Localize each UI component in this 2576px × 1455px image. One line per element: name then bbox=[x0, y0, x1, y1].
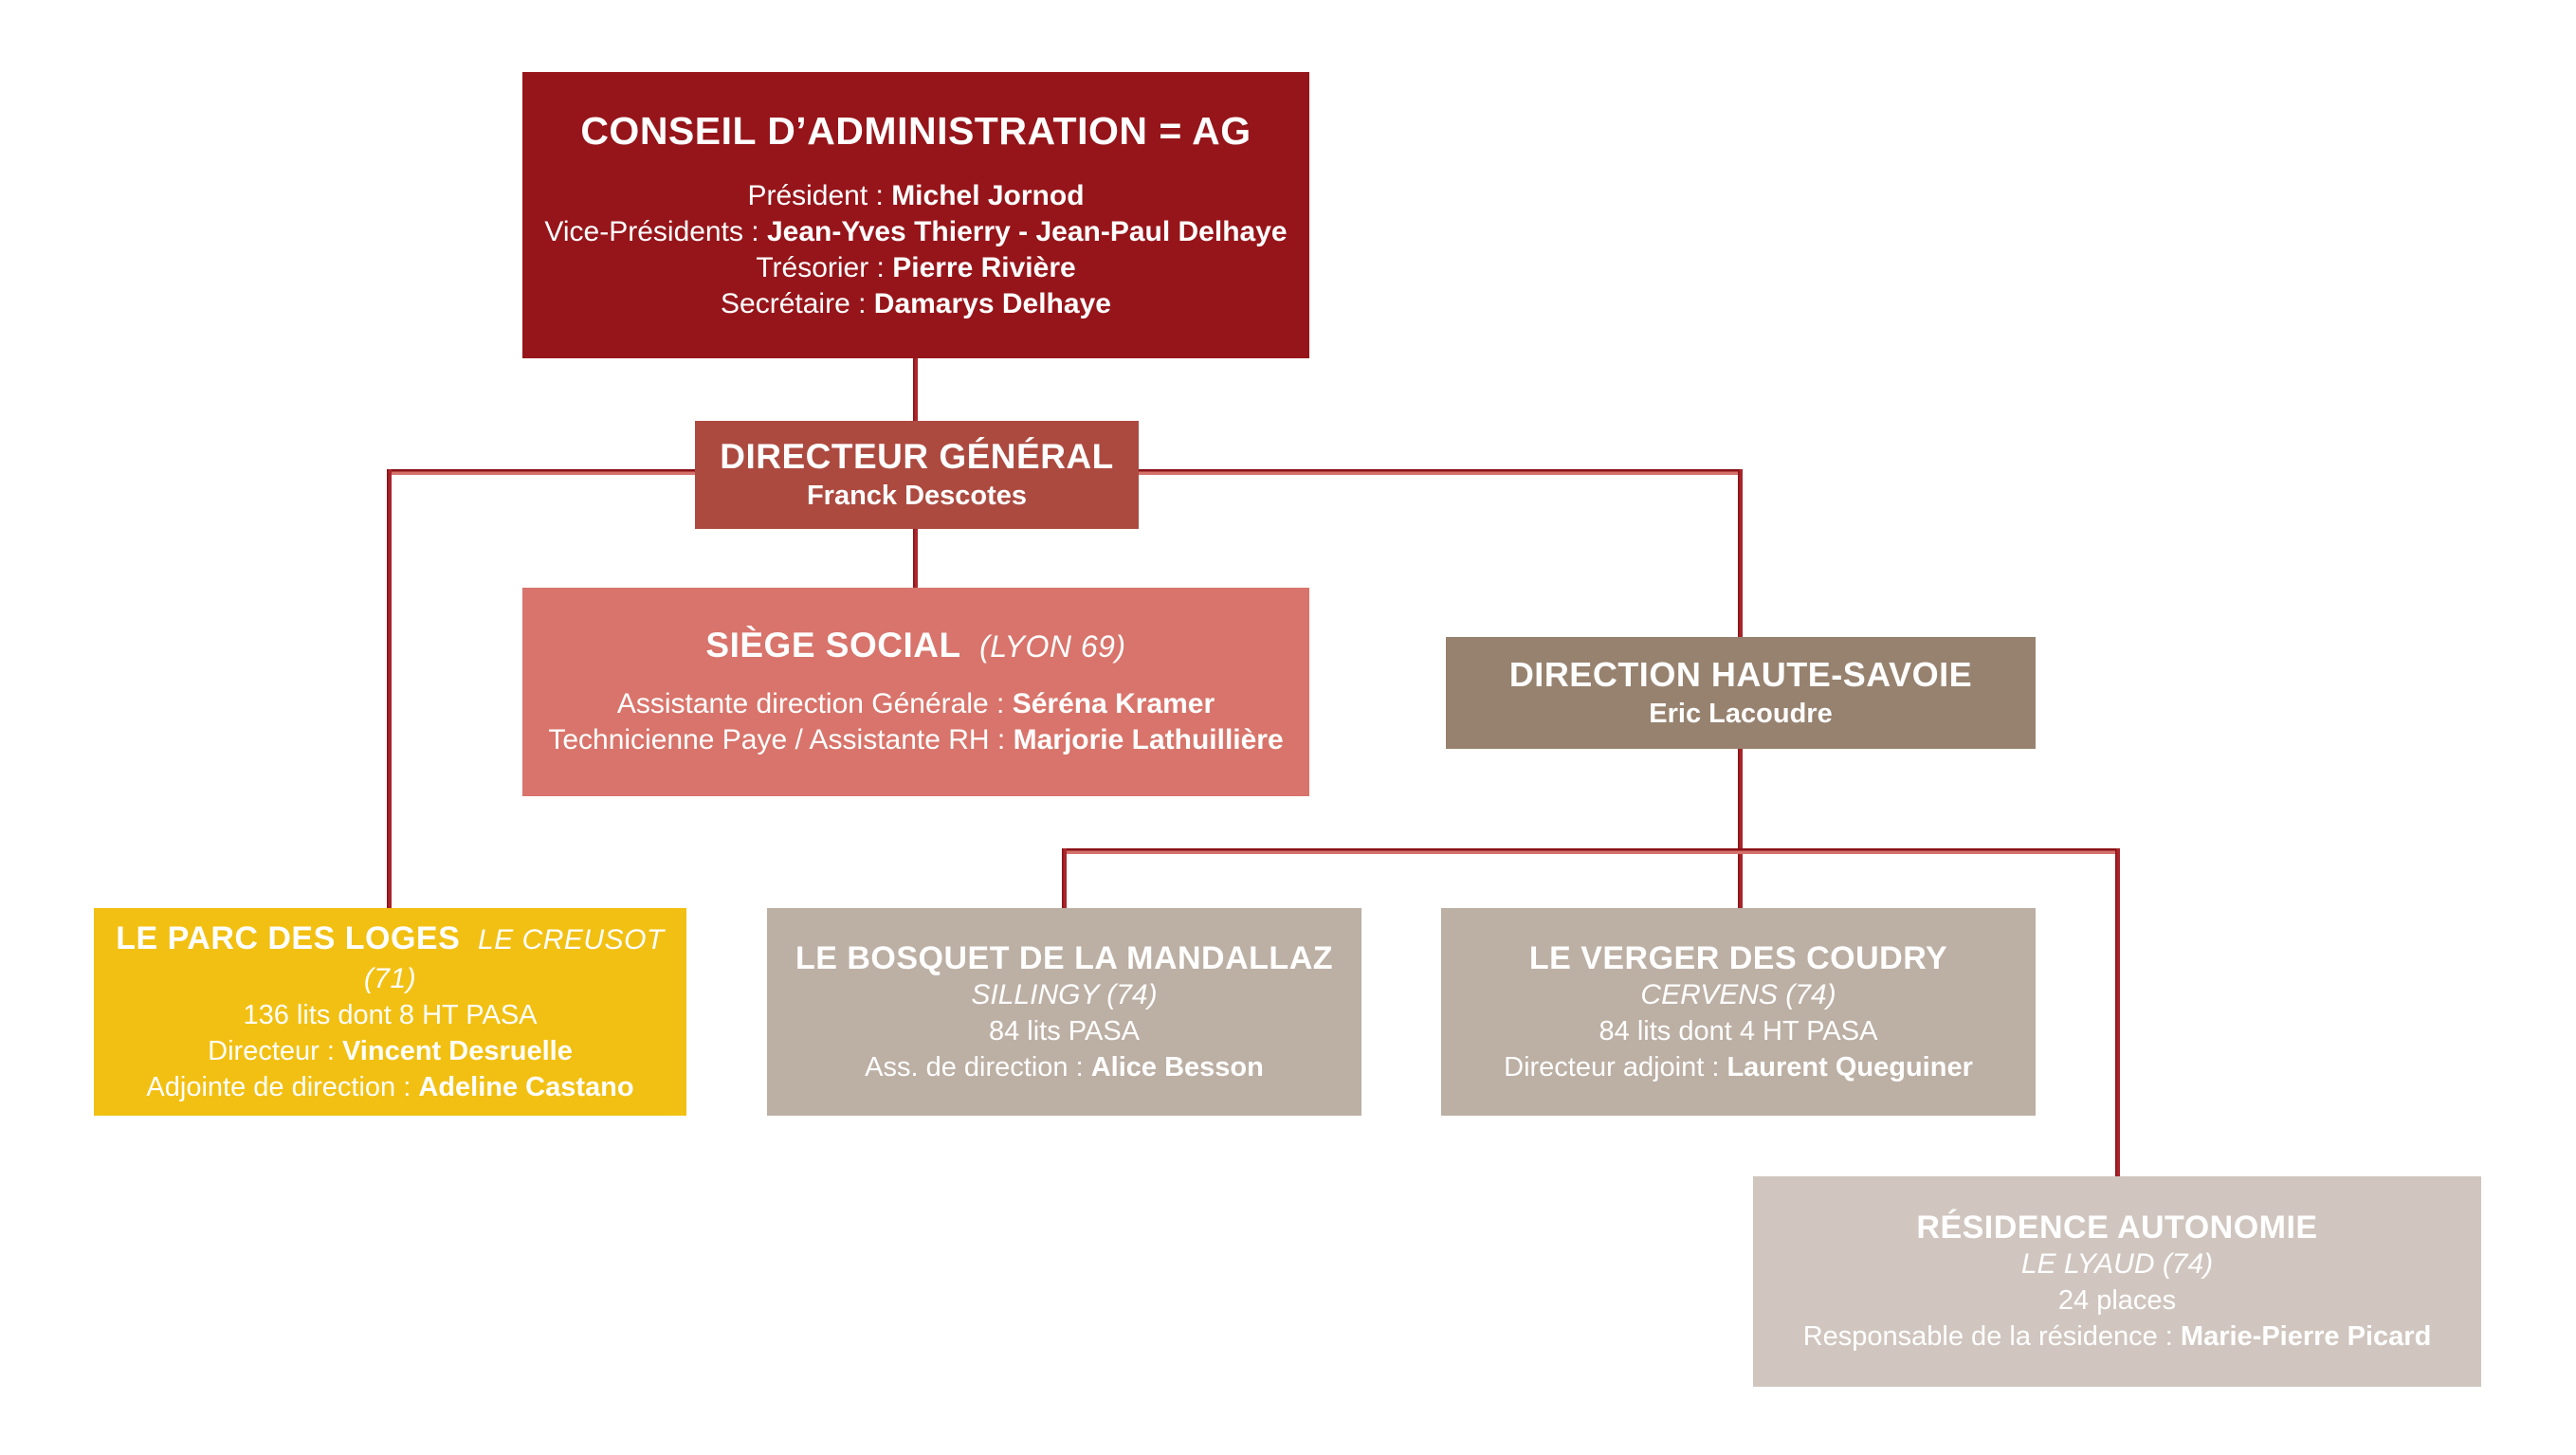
role-label: Secrétaire : bbox=[721, 287, 874, 319]
siege-social-box bbox=[522, 588, 1309, 796]
person-name: Eric Lacoudre bbox=[1649, 699, 1833, 729]
box-title: RÉSIDENCE AUTONOMIE bbox=[1916, 1209, 2318, 1246]
person-name: Michel Jornod bbox=[891, 179, 1085, 211]
box-title: DIRECTION HAUTE-SAVOIE bbox=[1508, 655, 1973, 694]
person-name: Séréna Kramer bbox=[1012, 688, 1215, 719]
role-label: Directeur adjoint : bbox=[1504, 1051, 1727, 1082]
connector-conseil-dg bbox=[913, 358, 918, 421]
person-name: Pierre Rivière bbox=[892, 251, 1076, 283]
box-title-text: SIÈGE SOCIAL bbox=[705, 626, 960, 664]
directeur-general-box bbox=[695, 421, 1139, 529]
connector-hs-horizontal bbox=[1062, 848, 2120, 854]
person-name: Franck Descotes bbox=[806, 481, 1028, 511]
residence-autonomie-box bbox=[1753, 1176, 2481, 1387]
role-label: Directeur : bbox=[208, 1035, 342, 1066]
person-name: Marjorie Lathuillière bbox=[1013, 724, 1284, 755]
box-location-text: (LYON 69) bbox=[979, 629, 1126, 664]
role-label: Président : bbox=[747, 179, 892, 211]
member-row bbox=[146, 1069, 633, 1105]
box-title-text: LE PARC DES LOGES bbox=[116, 919, 461, 956]
box-location: SILLINGY (74) bbox=[971, 978, 1158, 1010]
connector-drop-bosquet bbox=[1062, 848, 1067, 908]
capacity-row: 84 lits dont 4 HT PASA bbox=[1599, 1015, 1878, 1046]
role-label: Vice-Présidents : bbox=[544, 215, 767, 247]
box-title: LE BOSQUET DE LA MANDALLAZ bbox=[795, 939, 1334, 976]
member-row bbox=[548, 722, 1283, 758]
connector-dg-siege bbox=[913, 529, 918, 588]
person-name: Laurent Queguiner bbox=[1726, 1051, 1973, 1082]
box-location-text: LE CREUSOT (71) bbox=[363, 923, 665, 994]
box-location: CERVENS (74) bbox=[1640, 978, 1836, 1010]
box-location: LE LYAUD (74) bbox=[2020, 1248, 2214, 1280]
box-title: DIRECTEUR GÉNÉRAL bbox=[720, 437, 1114, 476]
role-label: Adjointe de direction : bbox=[146, 1071, 419, 1102]
connector-drop-parc bbox=[387, 469, 392, 908]
member-row bbox=[208, 1033, 573, 1069]
conseil-administration-box bbox=[522, 72, 1309, 358]
member-row bbox=[747, 178, 1084, 214]
direction-haute-savoie-box bbox=[1446, 637, 2036, 749]
bosquet-mandallaz-box bbox=[767, 908, 1361, 1116]
parc-des-loges-box bbox=[94, 908, 686, 1116]
verger-coudry-box bbox=[1441, 908, 2036, 1116]
person-name: Vincent Desruelle bbox=[341, 1035, 573, 1066]
member-row bbox=[865, 1049, 1264, 1085]
member-row bbox=[721, 286, 1111, 322]
box-title: CONSEIL D’ADMINISTRATION = AG bbox=[580, 108, 1251, 153]
role-label: Trésorier : bbox=[756, 251, 893, 283]
person-name: Adeline Castano bbox=[418, 1071, 634, 1102]
role-label: Responsable de la résidence : bbox=[1802, 1321, 2181, 1352]
person-name: Damarys Delhaye bbox=[873, 287, 1111, 319]
member-row bbox=[544, 214, 1287, 250]
person-name: Marie-Pierre Picard bbox=[2180, 1321, 2432, 1352]
member-row bbox=[1803, 1319, 2432, 1355]
role-label: Assistante direction Générale : bbox=[616, 688, 1013, 719]
member-row bbox=[1504, 1049, 1973, 1085]
box-title bbox=[113, 919, 667, 997]
connector-dhs-verger bbox=[1738, 749, 1743, 908]
role-label: Technicienne Paye / Assistante RH : bbox=[548, 724, 1014, 755]
person-name: Alice Besson bbox=[1090, 1051, 1264, 1082]
box-title bbox=[705, 626, 1125, 665]
box-title: LE VERGER DES COUDRY bbox=[1528, 939, 1948, 976]
connector-drop-dhs bbox=[1738, 469, 1743, 637]
capacity-row: 24 places bbox=[2057, 1285, 2177, 1316]
box-location bbox=[971, 629, 1126, 664]
connector-drop-residence bbox=[2115, 848, 2120, 1176]
person-name: Jean-Yves Thierry - Jean-Paul Delhaye bbox=[766, 215, 1288, 247]
capacity-row: 136 lits dont 8 HT PASA bbox=[243, 999, 538, 1030]
capacity-row: 84 lits PASA bbox=[988, 1015, 1141, 1046]
role-label: Ass. de direction : bbox=[865, 1051, 1091, 1082]
member-row bbox=[617, 686, 1215, 722]
member-row bbox=[756, 250, 1075, 286]
